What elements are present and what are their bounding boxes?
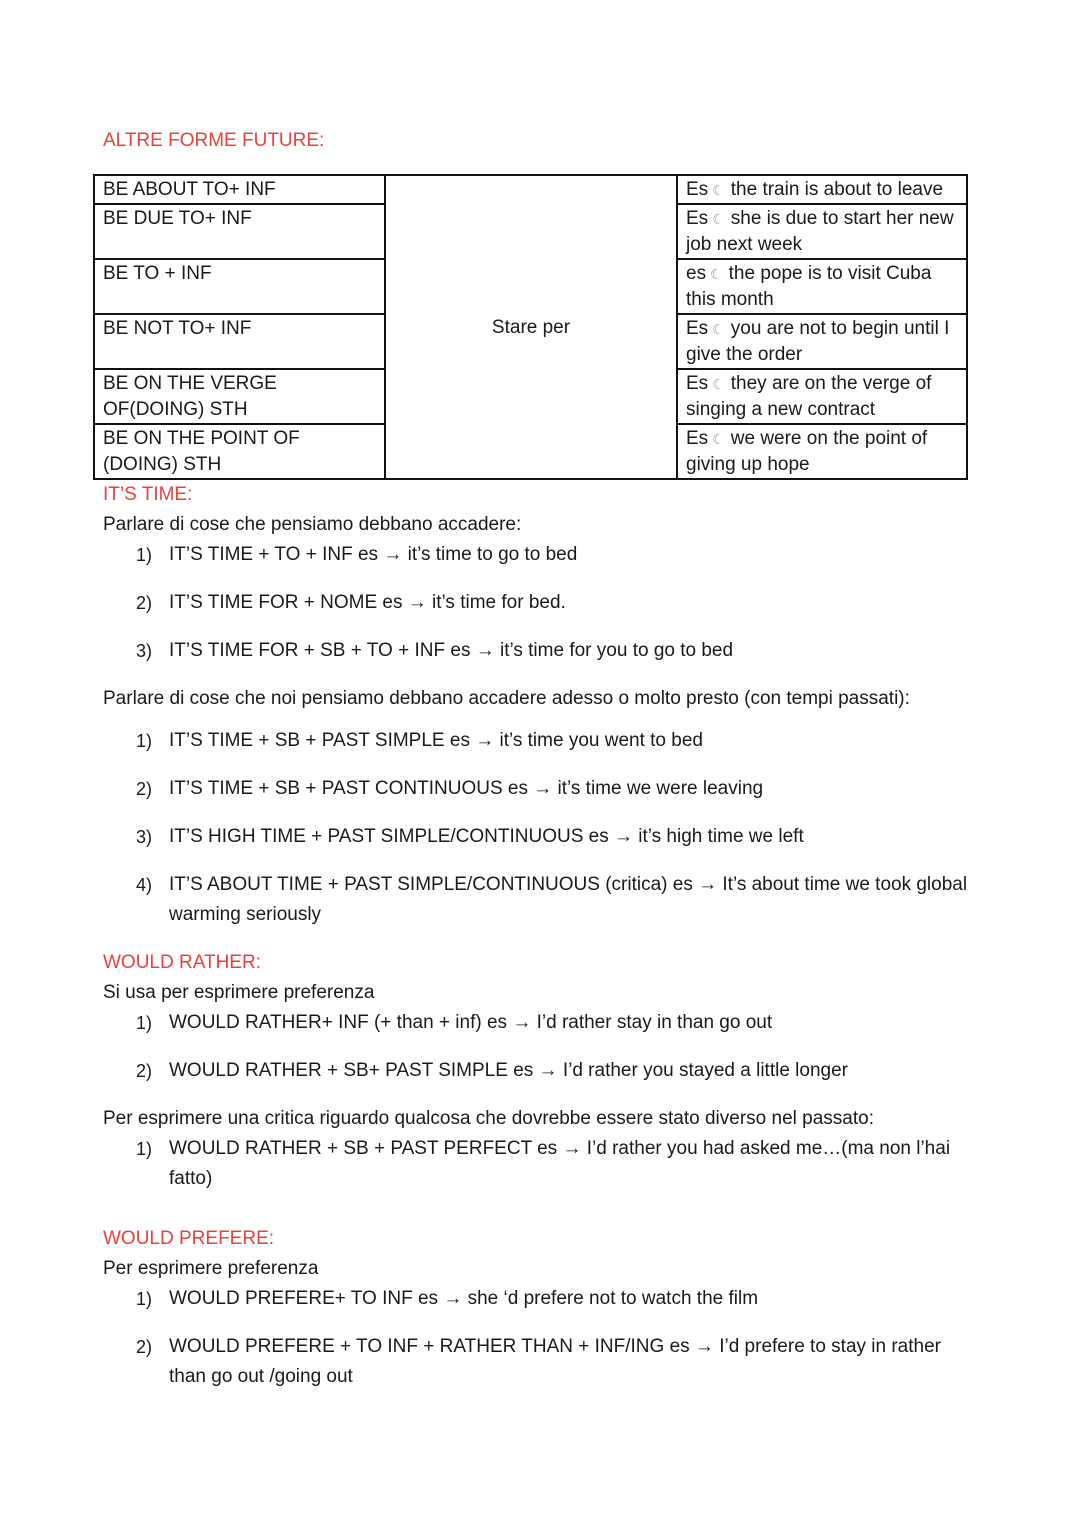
would-prefere-list: [103, 1284, 983, 1392]
list-item: [136, 822, 983, 852]
intro-text: Per esprimere una critica riguardo qualcosa che dovrebbe essere stato diverso nel passato:: [103, 1108, 874, 1129]
example-cell: [677, 204, 967, 259]
list-item: [136, 588, 983, 618]
example-cell: [677, 369, 967, 424]
list-item: [136, 1284, 983, 1314]
list-text: IT’S TIME FOR + SB + TO + INF es → it’s time for you to go to bed: [169, 640, 734, 661]
list-number: 2): [136, 1061, 153, 1081]
list-text: WOULD RATHER + SB + PAST PERFECT es → I’d rather you had asked me…(ma non l’hai fatto): [169, 1138, 951, 1189]
form-cell: BE DUE TO+ INF: [94, 204, 385, 259]
list-item: [136, 870, 983, 930]
list-number: 1): [136, 731, 153, 751]
heading-would-rather: WOULD RATHER:: [103, 952, 261, 973]
moon-icon: ☾: [712, 182, 725, 198]
list-number: 4): [136, 875, 153, 895]
list-item: [136, 1056, 983, 1086]
example-text: the pope is to visit Cuba this month: [686, 263, 932, 310]
list-text: IT’S HIGH TIME + PAST SIMPLE/CONTINUOUS es → it’s high time we left: [169, 826, 804, 847]
heading-altre-forme: ALTRE FORME FUTURE:: [103, 130, 325, 151]
list-item: [136, 636, 983, 666]
example-prefix: Es: [686, 208, 709, 229]
list-item: [136, 540, 983, 570]
example-text: we were on the point of giving up hope: [686, 428, 928, 475]
list-text: WOULD PREFERE+ TO INF es → she ‘d prefere not to watch the film: [169, 1288, 759, 1309]
moon-icon: ☾: [712, 211, 725, 227]
list-item: [136, 726, 983, 756]
list-text: WOULD RATHER+ INF (+ than + inf) es → I’d rather stay in than go out: [169, 1012, 773, 1033]
list-number: 1): [136, 1289, 153, 1309]
list-item: [136, 1008, 983, 1038]
list-number: 2): [136, 779, 153, 799]
document-page: [103, 126, 983, 1410]
example-prefix: Es: [686, 179, 709, 200]
list-number: 2): [136, 593, 153, 613]
form-cell: BE ON THE VERGE OF(DOING) STH: [94, 369, 385, 424]
list-number: 3): [136, 641, 153, 661]
moon-icon: ☾: [712, 321, 725, 337]
form-cell: BE ABOUT TO+ INF: [94, 175, 385, 204]
list-number: 1): [136, 545, 153, 565]
list-item: [136, 1134, 983, 1194]
form-cell: BE NOT TO+ INF: [94, 314, 385, 369]
table-row: [94, 175, 967, 204]
its-time-list-1: [103, 540, 983, 666]
example-cell: [677, 314, 967, 369]
list-text: IT’S TIME FOR + NOME es → it’s time for bed.: [169, 592, 566, 613]
list-text: IT’S TIME + TO + INF es → it’s time to go to bed: [169, 544, 578, 565]
example-prefix: Es: [686, 428, 709, 449]
heading-would-prefere: WOULD PREFERE:: [103, 1228, 275, 1249]
intro-text: Parlare di cose che noi pensiamo debbano accadere adesso o molto presto (con tempi passati):: [103, 688, 910, 709]
list-number: 1): [136, 1139, 153, 1159]
intro-text: Per esprimere preferenza: [103, 1258, 319, 1279]
meaning-cell: Stare per: [385, 175, 677, 479]
moon-icon: ☾: [712, 376, 725, 392]
list-number: 1): [136, 1013, 153, 1033]
form-cell: BE TO + INF: [94, 259, 385, 314]
list-item: [136, 774, 983, 804]
moon-icon: ☾: [712, 431, 725, 447]
example-text: the train is about to leave: [730, 179, 944, 200]
example-cell: [677, 175, 967, 204]
example-text: she is due to start her new job next week: [686, 208, 954, 255]
example-prefix: es: [686, 263, 707, 284]
list-number: 3): [136, 827, 153, 847]
moon-icon: ☾: [710, 266, 723, 282]
form-cell: BE ON THE POINT OF (DOING) STH: [94, 424, 385, 479]
intro-text: Si usa per esprimere preferenza: [103, 982, 375, 1003]
example-text: you are not to begin until I give the order: [686, 318, 950, 365]
list-text: IT’S TIME + SB + PAST CONTINUOUS es → it’s time we were leaving: [169, 778, 764, 799]
example-cell: [677, 424, 967, 479]
list-text: WOULD PREFERE + TO INF + RATHER THAN + INF/ING es → I’d prefere to stay in rather than go out /going out: [169, 1336, 941, 1387]
example-prefix: Es: [686, 373, 709, 394]
intro-text: Parlare di cose che pensiamo debbano accadere:: [103, 514, 522, 535]
list-text: IT’S ABOUT TIME + PAST SIMPLE/CONTINUOUS (critica) es → It’s about time we took global warming seriously: [169, 874, 968, 925]
list-text: WOULD RATHER + SB+ PAST SIMPLE es → I’d rather you stayed a little longer: [169, 1060, 848, 1081]
example-cell: [677, 259, 967, 314]
example-prefix: Es: [686, 318, 709, 339]
future-forms-table: [93, 174, 968, 480]
its-time-list-2: [103, 726, 983, 930]
example-text: they are on the verge of singing a new contract: [686, 373, 932, 420]
list-item: [136, 1332, 983, 1392]
list-number: 2): [136, 1337, 153, 1357]
list-text: IT’S TIME + SB + PAST SIMPLE es → it’s time you went to bed: [169, 730, 703, 751]
would-rather-list-2: [103, 1134, 983, 1194]
would-rather-list-1: [103, 1008, 983, 1086]
heading-its-time: IT’S TIME:: [103, 484, 193, 505]
